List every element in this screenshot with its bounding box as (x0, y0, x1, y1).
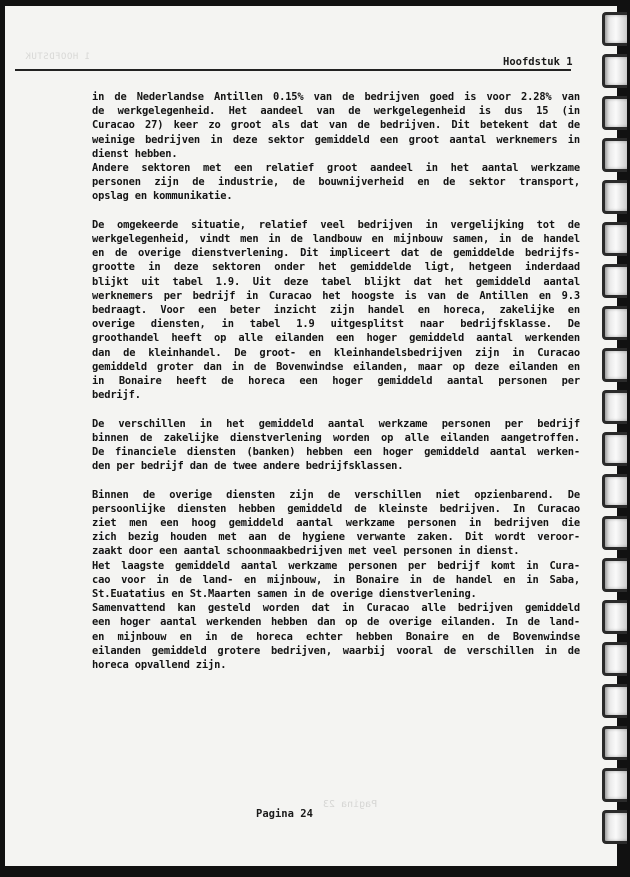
text-line: dienst hebben. (92, 147, 178, 160)
binding-ring (602, 306, 627, 340)
text-line: opslag en kommunikatie. (92, 190, 233, 203)
paragraph-2 (92, 218, 580, 403)
binding-ring (602, 432, 627, 466)
binding-ring (602, 390, 627, 424)
binding-ring (602, 810, 627, 844)
text-line: zich bezig houden met aan de hygiene verwante zaken. Dit wordt veroor- (92, 531, 580, 544)
binding-ring (602, 96, 627, 130)
text-line: horeca opvallend zijn. (92, 659, 227, 672)
binding-ring (602, 600, 627, 634)
body-text (92, 90, 580, 686)
document-page (5, 6, 617, 866)
binding-ring (602, 348, 627, 382)
binding-ring (602, 684, 627, 718)
text-line: Het laagste gemiddeld aantal werkzame personen per bedrijf komt in Cura- (92, 559, 580, 572)
text-line: groothandel heeft op alle eilanden een hoger gemiddeld aantal werkenden (92, 332, 580, 345)
text-line: Samenvattend kan gesteld worden dat in Curacao alle bedrijven gemiddeld (92, 602, 580, 615)
binding-ring (602, 768, 627, 802)
paragraph-3 (92, 417, 580, 474)
binding-ring (602, 12, 627, 46)
text-line: De verschillen in het gemiddeld aantal werkzame personen per bedrijf (92, 417, 580, 430)
text-line: werkgelegenheid, vindt men in de landbouw en mijnbouw samen, in de handel (92, 233, 580, 246)
paragraph-4 (92, 488, 580, 673)
binding-ring (602, 138, 627, 172)
binding-ring (602, 558, 627, 592)
text-line: een hoger aantal werkenden hebben dan op de overige eilanden. In de land- (92, 616, 580, 629)
binding-ring (602, 222, 627, 256)
binding-ring (602, 180, 627, 214)
bleed-through-header: 1 HOOFDSTUK (25, 52, 91, 62)
text-line: in Bonaire heeft de horeca een hoger gemiddeld aantal personen per (92, 375, 580, 388)
text-line: dan de kleinhandel. De groot- en kleinhandelsbedrijven zijn in Curacao (92, 346, 580, 359)
text-line: en mijnbouw en in de horeca echter hebben Bonaire en de Bovenwindse (92, 630, 580, 643)
binding-ring (602, 474, 627, 508)
scan-border (0, 866, 630, 877)
spiral-binding (600, 0, 630, 877)
text-line: cao voor in de land- en mijnbouw, in Bonaire in de handel en in Saba, (92, 573, 580, 586)
text-line: in de Nederlandse Antillen 0.15% van de bedrijven goed is voor 2.28% van (92, 91, 580, 103)
text-line: persoonlijke diensten hebben gemiddeld de kleinste bedrijven. In Curacao (92, 502, 580, 515)
chapter-header: Hoofdstuk 1 (503, 56, 573, 68)
text-line: den per bedrijf dan de twee andere bedrijfsklassen. (92, 460, 404, 473)
text-line: De omgekeerde situatie, relatief veel bedrijven in vergelijking tot de (92, 218, 580, 231)
text-line: personen zijn de industrie, de bouwnijverheid en de sektor transport, (92, 176, 580, 189)
paragraph-1 (92, 90, 580, 204)
binding-ring (602, 642, 627, 676)
binding-ring (602, 54, 627, 88)
text-line: werknemers per bedrijf in Curacao het hoogste is van de Antillen en 9.3 (92, 289, 580, 302)
binding-ring (602, 516, 627, 550)
text-line: Curacao 27) keer zo groot als dat van de bedrijven. Dit betekent dat de (92, 119, 580, 132)
text-line: gemiddeld groter dan in de Bovenwindse eilanden, maar op deze eilanden en (92, 360, 580, 373)
text-line: bedraagt. Voor een beter inzicht zijn handel en horeca, zakelijke en (92, 304, 580, 317)
header-rule (15, 69, 571, 71)
binding-ring (602, 726, 627, 760)
bleed-through-footer: Pagina 23 (323, 799, 378, 810)
text-line: zaakt door een aantal schoonmaakbedrijven met veel personen in dienst. (92, 545, 520, 558)
text-line: weinige bedrijven in deze sektor gemiddeld een groot aantal werknemers in (92, 133, 580, 146)
text-line: overige diensten, in tabel 1.9 uitgesplitst naar bedrijfsklasse. De (92, 318, 580, 331)
text-line: blijkt uit tabel 1.9. Uit deze tabel blijkt dat het gemiddeld aantal (92, 275, 580, 288)
binding-ring (602, 264, 627, 298)
text-line: bedrijf. (92, 389, 141, 402)
text-line: St.Euatatius en St.Maarten samen in de overige dienstverlening. (92, 588, 477, 601)
text-line: en de overige dienstverlening. Dit impliceert dat de gemiddelde bedrijfs- (92, 247, 580, 260)
page-number: Pagina 24 (256, 808, 313, 820)
text-line: grootte in deze sektoren onder het gemiddelde ligt, hetgeen inderdaad (92, 261, 580, 274)
text-line: Andere sektoren met een relatief groot aandeel in het aantal werkzame (92, 162, 580, 175)
text-line: Binnen de overige diensten zijn de verschillen niet opzienbarend. De (92, 488, 580, 501)
text-line: binnen de zakelijke dienstverlening worden op alle eilanden aangetroffen. (92, 431, 580, 444)
text-line: ziet men een hoog gemiddeld aantal werkzame personen in bedrijven die (92, 517, 580, 530)
text-line: eilanden gemiddeld grotere bedrijven, waarbij vooral de verschillen in de (92, 644, 580, 657)
text-line: de werkgelegenheid. Het aandeel van de werkgelegenheid is dus 15 (in (92, 105, 580, 118)
text-line: De financiele diensten (banken) hebben een hoger gemiddeld aantal werken- (92, 446, 580, 459)
